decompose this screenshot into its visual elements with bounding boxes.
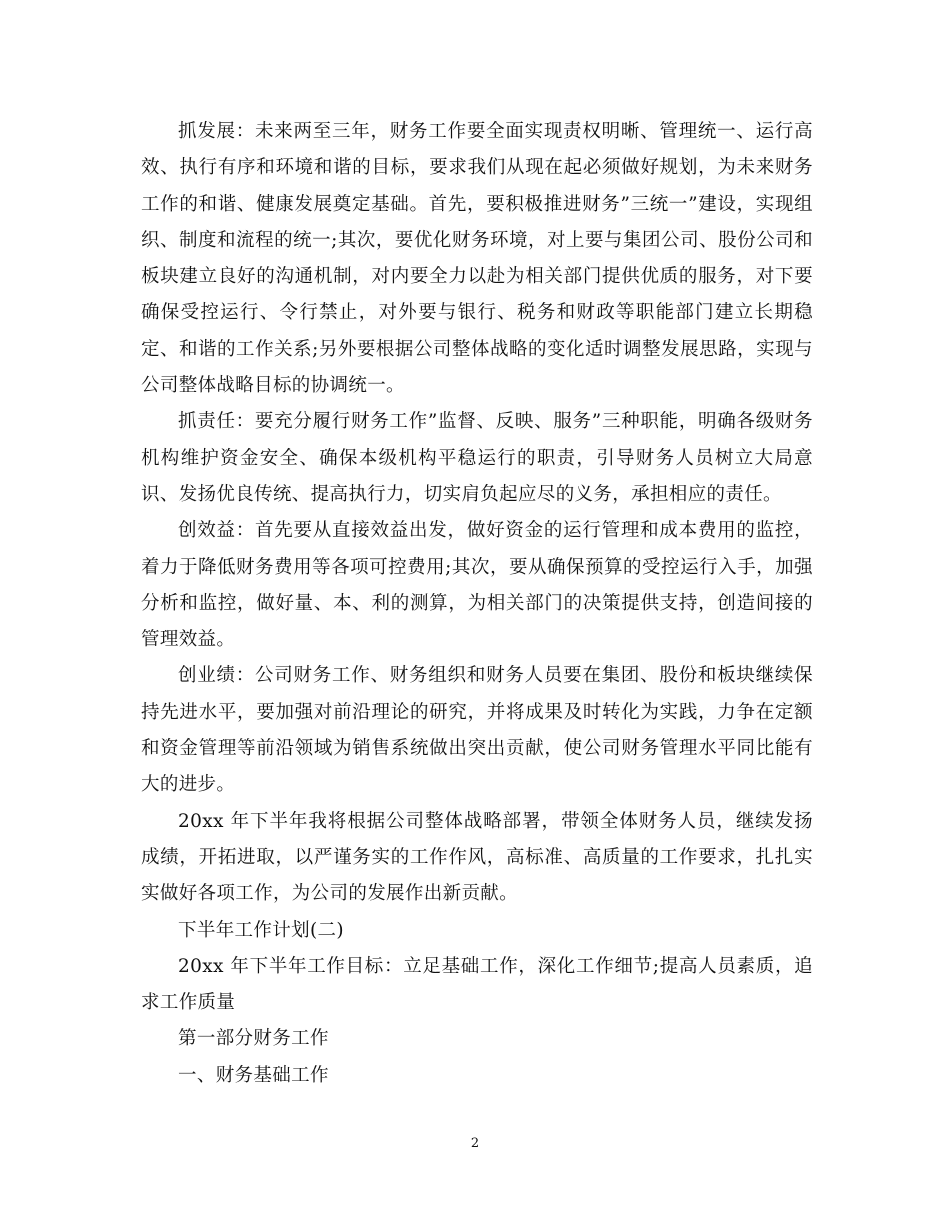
page-number: 2 <box>470 1136 480 1151</box>
section-heading-plan-two: 下半年工作计划(二) <box>178 919 344 941</box>
paragraph-responsibility: 抓责任：要充分履行财务工作”监督、反映、服务”三种职能，明确各级财务机构维护资金安全、确保本级机构平稳运行的职责，引导财务人员树立大局意识、发扬优良传统、提高执行力，切实肩负起应尽的义务，承担相应的责任。 <box>141 411 813 505</box>
section-heading-part-one: 第一部分财务工作 <box>178 1028 329 1050</box>
paragraph-performance: 创业绩：公司财务工作、财务组织和财务人员要在集团、股份和板块继续保持先进水平，要加强对前沿理论的研究，并将成果及时转化为实践，力争在定额和资金管理等前沿领域为销售系统做出突出贡献，使公司财务管理水平同比能有大的进步。 <box>141 665 813 796</box>
paragraph-goals: 20xx 年下半年工作目标：立足基础工作，深化工作细节;提高人员素质，追求工作质量 <box>141 955 813 1014</box>
paragraph-develop: 抓发展：未来两至三年，财务工作要全面实现责权明晰、管理统一、运行高效、执行有序和环境和谐的目标，要求我们从现在起必须做好规划，为未来财务工作的和谐、健康发展奠定基础。首先，要积极推进财务”三统一”建设，实现组织、制度和流程的统一;其次，要优化财务环境，对上要与集团公司、股份公司和板块建立良好的沟通机制，对内要全力以赴为相关部门提供优质的服务，对下要确保受控运行、令行禁止，对外要与银行、税务和财政等职能部门建立长期稳定、和谐的工作关系;另外要根据公司整体战略的变化适时调整发展思路，实现与公司整体战略目标的协调统一。 <box>141 121 813 397</box>
document-body <box>141 114 813 1094</box>
paragraph-h2-summary: 20xx 年下半年我将根据公司整体战略部署，带领全体财务人员，继续发扬成绩，开拓进取，以严谨务实的工作作风，高标准、高质量的工作要求，扎扎实实做好各项工作，为公司的发展作出新贡献。 <box>141 810 813 905</box>
section-heading-finance-basics: 一、财务基础工作 <box>178 1064 329 1086</box>
paragraph-benefit: 创效益：首先要从直接效益出发，做好资金的运行管理和成本费用的监控，着力于降低财务费用等各项可控费用;其次，要从确保预算的受控运行入手，加强分析和监控，做好量、本、利的测算，为相关部门的决策提供支持，创造间接的管理效益。 <box>141 520 813 651</box>
